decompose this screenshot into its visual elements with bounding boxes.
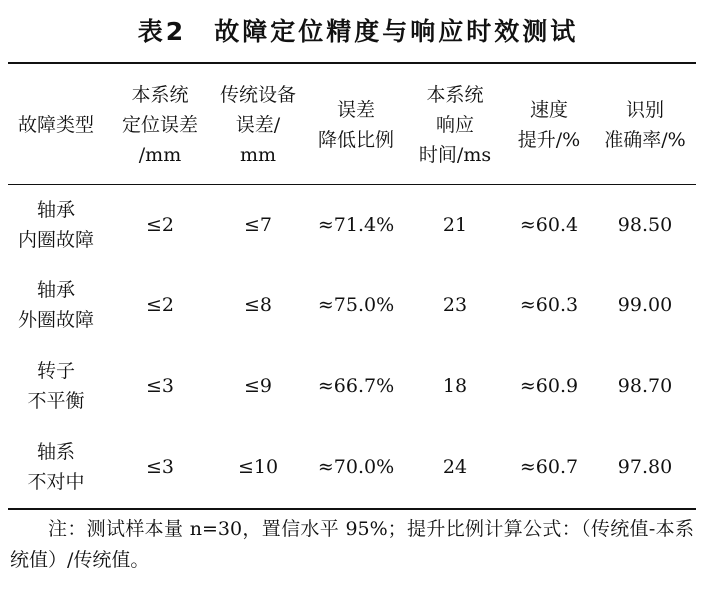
- column-header-line: 时间/ms: [418, 144, 492, 166]
- cell-traditional-error: ≤8: [243, 294, 273, 316]
- column-header-line: 准确率/%: [604, 129, 686, 151]
- fault-line: 轴系: [36, 441, 76, 463]
- cell-error-reduction: ≈71.4%: [317, 214, 395, 236]
- cell-error-reduction: ≈70.0%: [317, 456, 395, 478]
- cell-system-error: ≤3: [145, 456, 175, 478]
- column-header-speed-gain: [518, 95, 580, 155]
- column-header-accuracy: [604, 95, 685, 155]
- column-header-line: 定位误差: [121, 114, 199, 136]
- column-header-line: 速度: [529, 99, 568, 121]
- cell-error-reduction: ≈66.7%: [317, 375, 395, 397]
- cell-response-time: 24: [442, 456, 468, 478]
- column-header-line: mm: [239, 144, 277, 166]
- cell-system-error: ≤3: [145, 375, 175, 397]
- cell-fault-type: [27, 437, 84, 497]
- cell-error-reduction: ≈75.0%: [317, 294, 395, 316]
- column-header-line: 提升/%: [517, 129, 581, 151]
- column-header-traditional-error: [220, 80, 296, 170]
- cell-accuracy: 99.00: [617, 294, 673, 316]
- cell-system-error: ≤2: [145, 294, 175, 316]
- column-header-line: /mm: [138, 144, 182, 166]
- cell-fault-type: [27, 356, 84, 416]
- table-title: 表2 故障定位精度与响应时效测试: [137, 17, 579, 46]
- cell-speed-gain: ≈60.7: [519, 456, 579, 478]
- cell-accuracy: 98.50: [617, 214, 673, 236]
- column-header-line: 降低比例: [317, 129, 395, 151]
- cell-accuracy: 98.70: [617, 375, 673, 397]
- table-note: 注：测试样本量 n=30，置信水平 95%；提升比例计算公式：（传统值-本系统值）/传统值。: [10, 518, 694, 571]
- column-header-error-reduction: [318, 95, 394, 155]
- column-header-line: 识别: [625, 99, 664, 121]
- column-header-system-error: [122, 80, 198, 170]
- column-header-line: 误差/: [235, 114, 281, 136]
- cell-speed-gain: ≈60.3: [519, 294, 579, 316]
- column-header-line: 响应: [435, 114, 475, 136]
- fault-line: 转子: [36, 360, 76, 382]
- fault-line: 外圈故障: [17, 309, 95, 331]
- bottom-rule: [8, 508, 696, 510]
- cell-response-time: 21: [442, 214, 468, 236]
- cell-system-error: ≤2: [145, 214, 175, 236]
- cell-speed-gain: ≈60.4: [519, 214, 579, 236]
- cell-response-time: 18: [442, 375, 468, 397]
- column-header-line: 误差: [336, 99, 376, 121]
- column-header-line: 本系统: [131, 84, 189, 106]
- cell-accuracy: 97.80: [617, 456, 673, 478]
- cell-speed-gain: ≈60.9: [519, 375, 579, 397]
- cell-traditional-error: ≤7: [243, 214, 273, 236]
- header-rule: [8, 184, 696, 185]
- fault-line: 轴承: [36, 279, 76, 301]
- fault-line: 内圈故障: [17, 229, 95, 251]
- fault-line: 不对中: [27, 471, 85, 493]
- cell-response-time: 23: [442, 294, 468, 316]
- column-header-line: 本系统: [426, 84, 484, 106]
- cell-traditional-error: ≤10: [237, 456, 279, 478]
- cell-fault-type: [18, 275, 94, 335]
- fault-line: 不平衡: [27, 390, 85, 412]
- fault-line: 轴承: [36, 199, 76, 221]
- cell-traditional-error: ≤9: [243, 375, 273, 397]
- column-header-fault-type: [18, 110, 94, 140]
- column-header-line: 故障类型: [17, 114, 95, 136]
- column-header-response-time: [419, 80, 491, 170]
- cell-fault-type: [18, 195, 94, 255]
- top-rule: [8, 62, 696, 64]
- column-header-line: 传统设备: [219, 84, 297, 106]
